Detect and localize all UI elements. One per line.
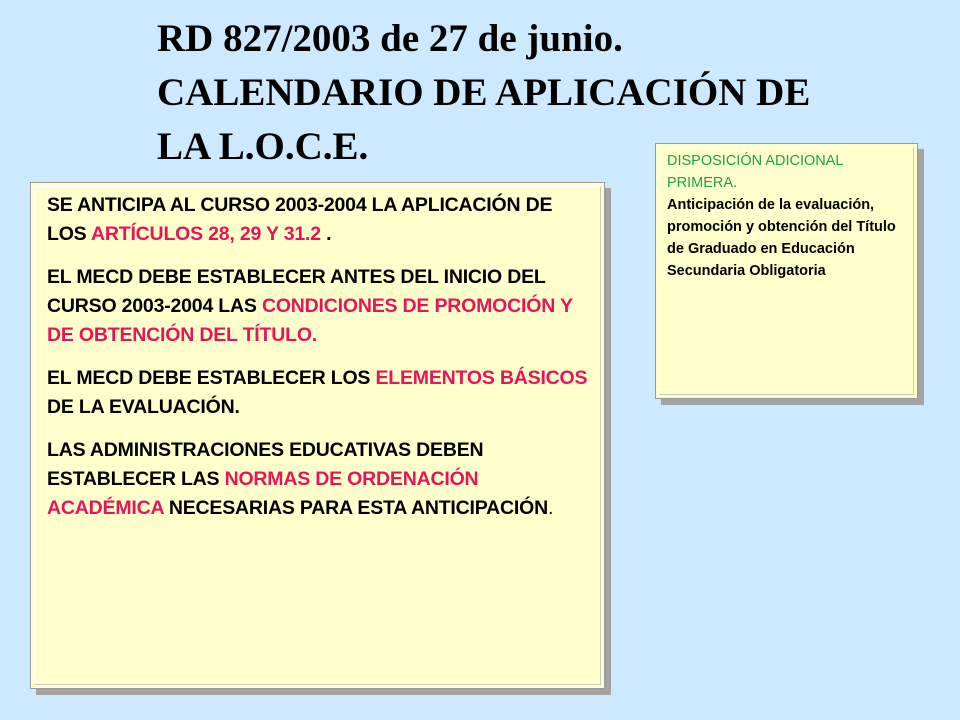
side-note-box — [655, 143, 918, 399]
side-note-heading: DISPOSICIÓN ADICIONAL PRIMERA. — [667, 153, 843, 191]
title-line-3: LA L.O.C.E. — [157, 125, 369, 168]
paragraph-evaluation-end: DE LA EVALUACIÓN. — [47, 396, 240, 418]
paragraph-anticipation — [47, 191, 596, 249]
title-line-1: RD 827/2003 de 27 de junio. — [157, 17, 623, 60]
side-note-body: Anticipación de la evaluación, promoción y obtención del Título de Graduado en Educación Secundaria Obligatoria — [667, 197, 896, 279]
paragraph-norms-end: NECESARIAS PARA ESTA ANTICIPACIÓN — [163, 497, 548, 519]
paragraph-evaluation-text: EL MECD DEBE ESTABLECER LOS — [47, 367, 376, 389]
basic-elements-highlight: ELEMENTOS BÁSICOS — [375, 367, 588, 389]
paragraph-anticipation-text: SE ANTICIPA AL CURSO 2003-2004 LA APLICACIÓN DE LOS — [47, 194, 553, 245]
side-note — [667, 150, 911, 282]
paragraph-anticipation-end: . — [320, 223, 332, 245]
academic-norms-highlight: NORMAS DE ORDENACIÓN ACADÉMICA — [47, 468, 479, 519]
paragraph-evaluation-elements — [47, 364, 596, 422]
paragraph-norms-period: . — [547, 497, 554, 519]
main-text-box — [30, 182, 605, 689]
promotion-conditions-highlight: CONDICIONES DE PROMOCIÓN Y DE OBTENCIÓN DEL TÍTULO. — [47, 295, 573, 346]
articles-highlight: ARTÍCULOS 28, 29 Y 31.2 — [90, 223, 321, 245]
paragraph-promotion-text: EL MECD DEBE ESTABLECER ANTES DEL INICIO DEL CURSO 2003-2004 LAS — [47, 266, 546, 317]
paragraph-academic-norms — [47, 436, 596, 523]
title-line-2: CALENDARIO DE APLICACIÓN DE — [157, 71, 811, 114]
paragraph-norms-text: LAS ADMINISTRACIONES EDUCATIVAS DEBEN ESTABLECER LAS — [47, 439, 484, 490]
paragraph-promotion-conditions — [47, 263, 596, 350]
